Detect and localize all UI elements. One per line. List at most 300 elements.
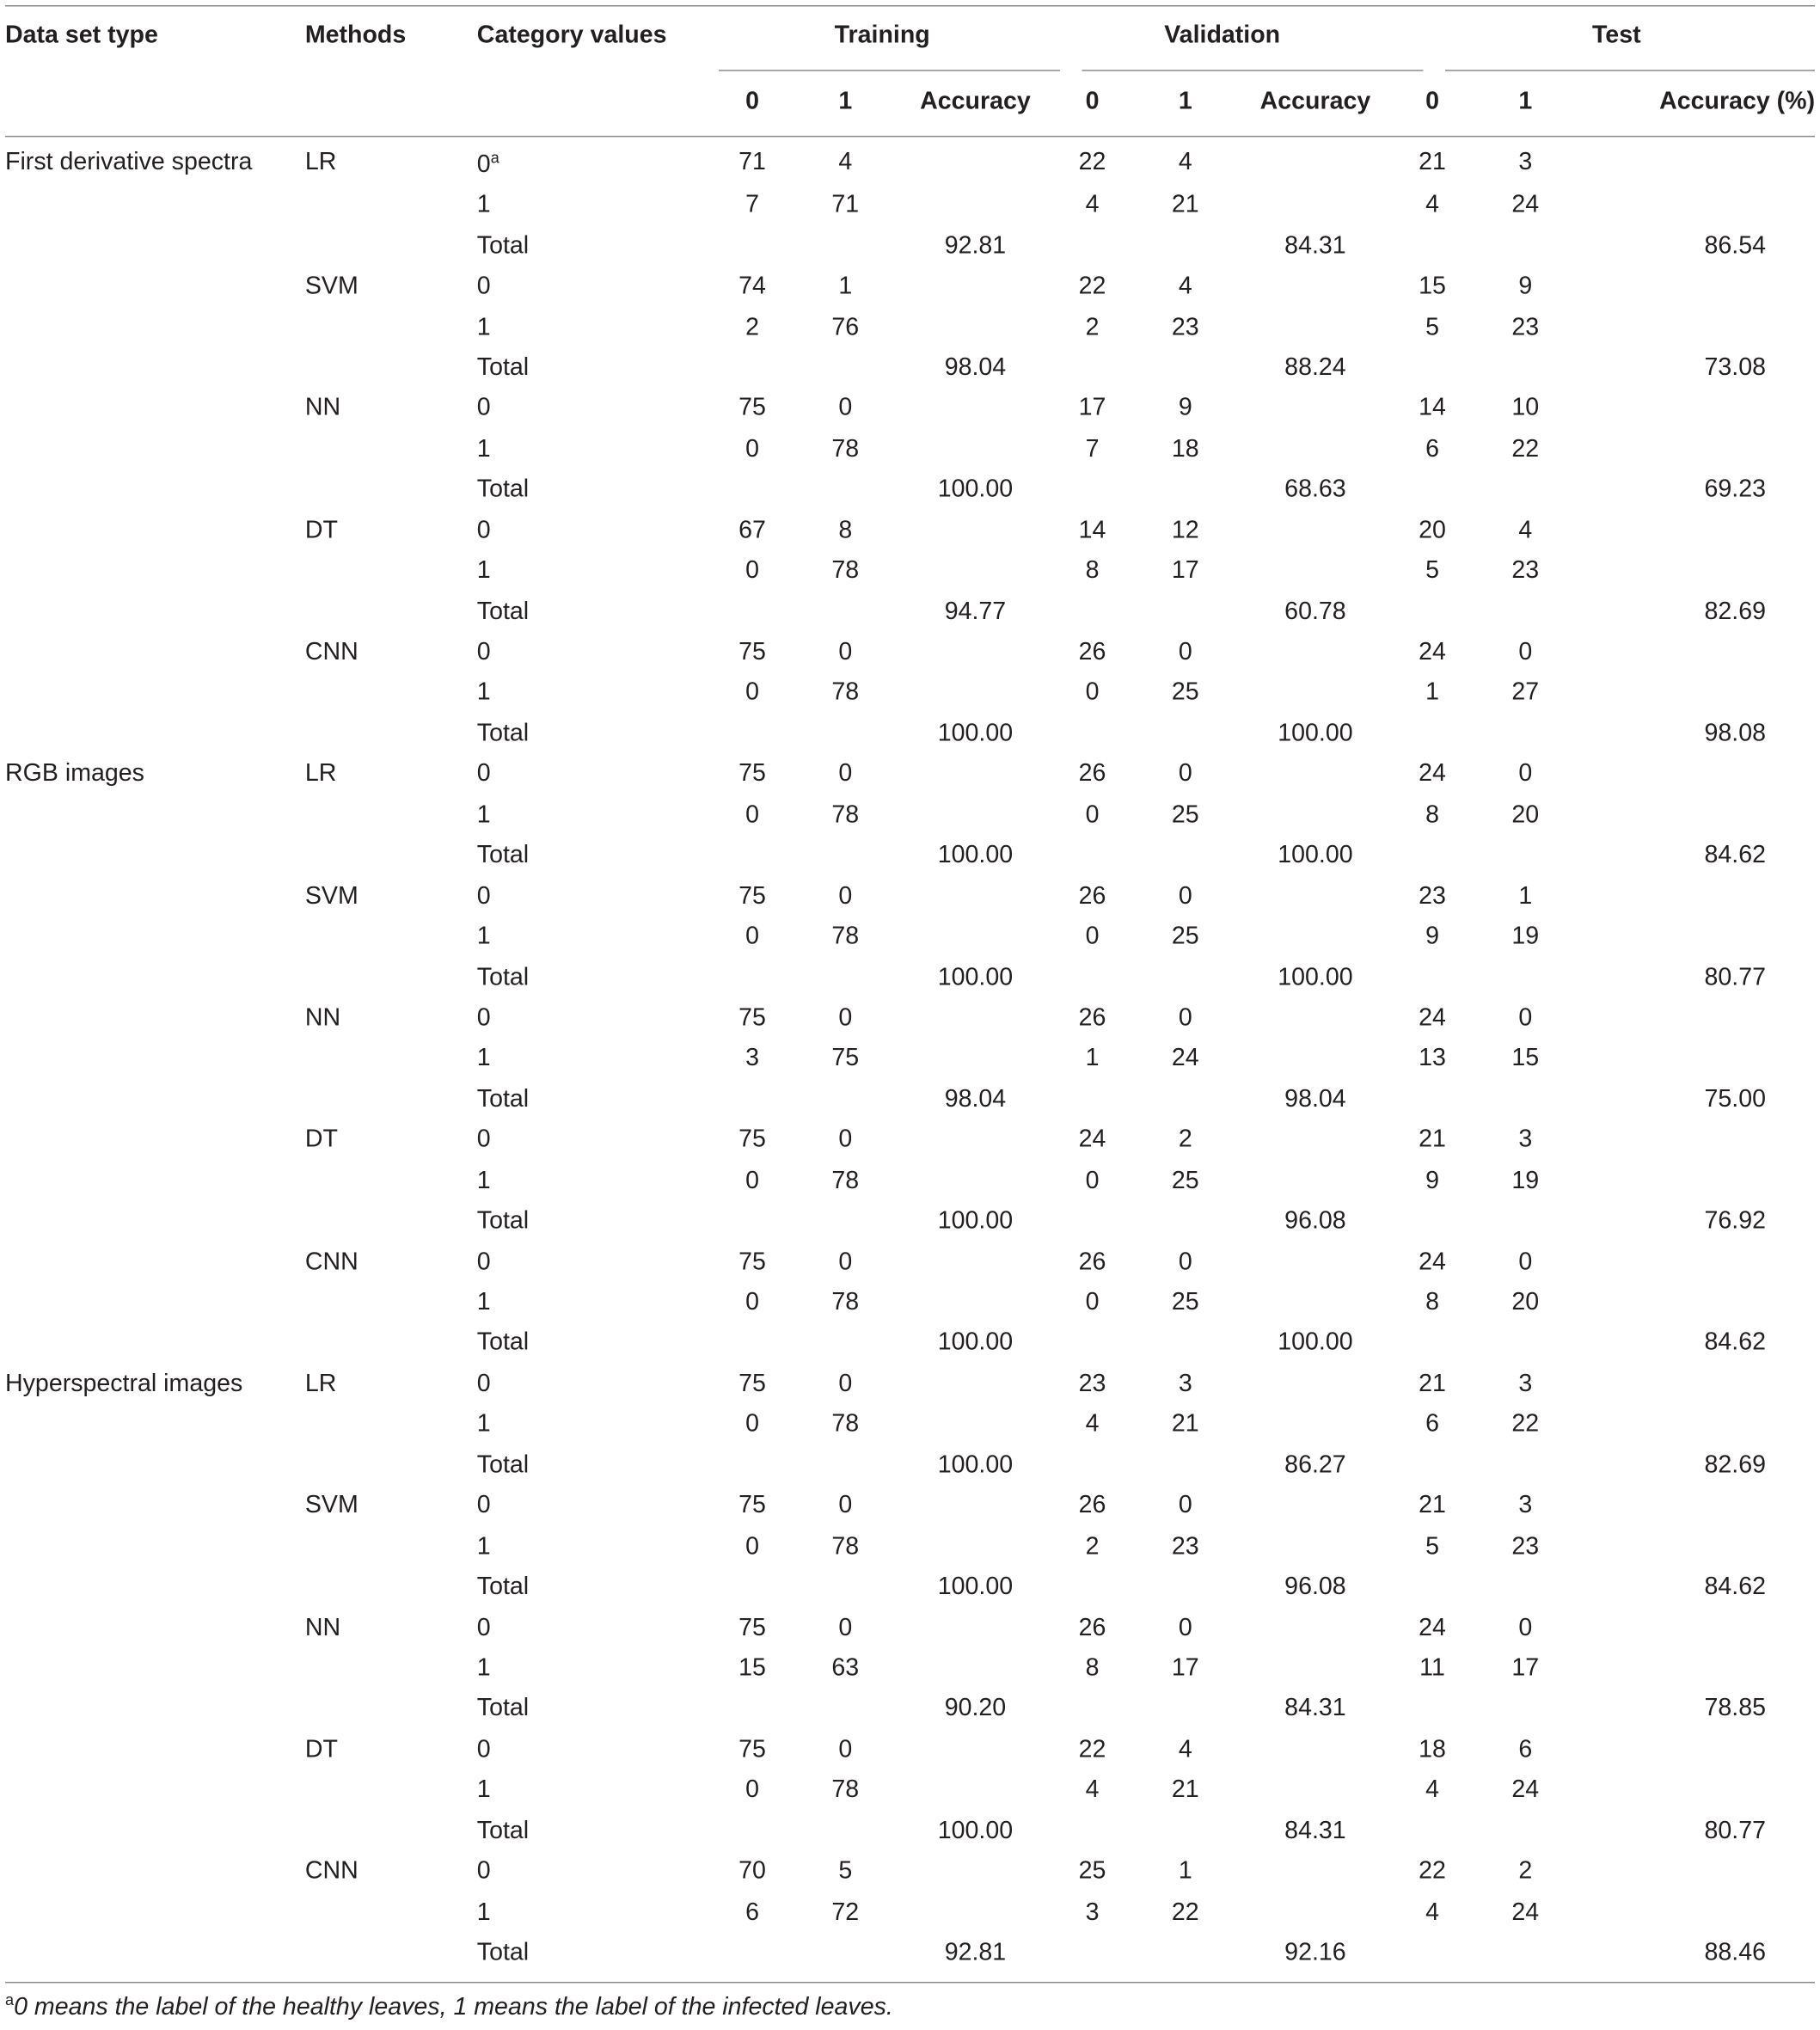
- table-row: [0, 592, 1815, 632]
- cell-training-accuracy: [898, 1160, 1052, 1200]
- cell-test-accuracy: 76.92: [1704, 1207, 1766, 1236]
- cell-test-accuracy: [1578, 1364, 1815, 1404]
- cell-category-value: 0: [476, 516, 491, 544]
- cell-method: CNN: [304, 1248, 358, 1276]
- table-row: [0, 1769, 1815, 1810]
- cell-category-value: 1: [476, 1776, 491, 1804]
- subheader-validation-1: 1: [1178, 88, 1192, 115]
- table-row: [0, 1201, 1815, 1242]
- cell-training-accuracy: [898, 794, 1052, 835]
- cell-test-1: 24: [1511, 1776, 1540, 1804]
- cell-training-1: 0: [838, 1492, 853, 1520]
- cell-validation-0: 1: [1085, 1045, 1100, 1073]
- cell-validation-1: 22: [1171, 1898, 1199, 1926]
- cell-test-1: 0: [1518, 638, 1533, 666]
- cell-data-set-type: [0, 1769, 305, 1810]
- cell-training-accuracy: 100.00: [937, 1817, 1014, 1845]
- cell-validation-0: 26: [1078, 1614, 1106, 1641]
- cell-training-accuracy: 100.00: [937, 1329, 1014, 1357]
- cell-validation-1: 0: [1178, 1492, 1192, 1520]
- cell-training-accuracy: 100.00: [937, 1573, 1014, 1601]
- cell-training-accuracy: [898, 1364, 1052, 1404]
- cell-test-0: 6: [1425, 1410, 1439, 1438]
- cell-test-accuracy: 75.00: [1704, 1085, 1766, 1113]
- cell-data-set-type: [0, 713, 305, 753]
- cell-validation-0: [1052, 835, 1132, 875]
- cell-validation-1: 21: [1171, 191, 1199, 219]
- cell-test-accuracy: 84.62: [1704, 1573, 1766, 1601]
- cell-test-accuracy: [1578, 632, 1815, 672]
- cell-test-1: [1473, 1079, 1578, 1119]
- cell-category-value: 1: [476, 923, 491, 951]
- subheader-training-1: 1: [838, 88, 853, 115]
- cell-method: [305, 469, 477, 510]
- cell-test-accuracy: [1578, 1769, 1815, 1810]
- cell-validation-0: [1052, 225, 1132, 266]
- cell-training-accuracy: [898, 632, 1052, 672]
- cell-validation-1: 0: [1178, 882, 1192, 910]
- cell-training-1: 0: [838, 1614, 853, 1641]
- cell-test-0: [1392, 1689, 1472, 1729]
- cell-training-accuracy: [898, 1607, 1052, 1647]
- cell-validation-accuracy: [1238, 267, 1392, 307]
- cell-test-1: 17: [1511, 1654, 1540, 1683]
- cell-test-accuracy: [1578, 307, 1815, 347]
- cell-test-0: [1392, 1444, 1472, 1485]
- cell-test-1: [1473, 713, 1578, 753]
- cell-validation-1: 0: [1178, 1248, 1192, 1276]
- cell-method: [305, 1404, 477, 1444]
- cell-data-set-type: [0, 1567, 305, 1607]
- cell-test-accuracy: 82.69: [1704, 598, 1766, 626]
- cell-test-0: [1392, 1201, 1472, 1242]
- cell-data-set-type: [0, 917, 305, 957]
- cell-data-set-type: [0, 997, 305, 1038]
- cell-training-0: 0: [745, 679, 760, 707]
- cell-category-value: 1: [476, 1045, 491, 1073]
- cell-training-accuracy: 92.81: [944, 232, 1007, 260]
- cell-training-0: [712, 225, 792, 266]
- cell-category-value: 1: [476, 800, 491, 829]
- cell-method: [305, 1567, 477, 1607]
- cell-validation-1: [1132, 592, 1238, 632]
- cell-data-set-type: First derivative spectra: [5, 148, 253, 175]
- cell-test-1: 10: [1511, 395, 1540, 422]
- cell-validation-0: 4: [1085, 1410, 1100, 1438]
- table-row: [0, 138, 1815, 185]
- cell-validation-accuracy: 92.16: [1284, 1939, 1346, 1966]
- cell-category-value: 1: [476, 1410, 491, 1438]
- cell-test-accuracy: [1578, 138, 1815, 185]
- cell-training-accuracy: [898, 672, 1052, 713]
- cell-method: [305, 1892, 477, 1932]
- cell-training-accuracy: 98.04: [944, 1085, 1007, 1113]
- subheader-test-0: 0: [1425, 88, 1439, 115]
- cell-test-0: [1392, 1811, 1472, 1851]
- cell-training-1: 78: [831, 435, 860, 463]
- cell-test-0: 8: [1425, 800, 1439, 829]
- cell-validation-0: 0: [1085, 800, 1100, 829]
- cell-training-accuracy: [898, 997, 1052, 1038]
- cell-validation-0: [1052, 713, 1132, 753]
- cell-training-0: [712, 713, 792, 753]
- cell-training-accuracy: [898, 1242, 1052, 1282]
- cell-training-0: [712, 469, 792, 510]
- cell-method: NN: [304, 395, 341, 422]
- cell-training-0: 75: [738, 1614, 766, 1641]
- cell-validation-1: 25: [1171, 1289, 1199, 1316]
- cell-validation-1: 3: [1178, 1370, 1192, 1398]
- cell-data-set-type: [0, 307, 305, 347]
- cell-validation-0: 24: [1078, 1126, 1106, 1154]
- cell-validation-accuracy: [1238, 1892, 1392, 1932]
- cell-category-value: 1: [476, 1898, 491, 1926]
- cell-data-set-type: [0, 185, 305, 225]
- cell-validation-1: 2: [1178, 1126, 1192, 1154]
- cell-validation-1: 0: [1178, 1004, 1192, 1032]
- cell-training-0: 6: [745, 1898, 760, 1926]
- cell-training-accuracy: 100.00: [937, 1207, 1014, 1236]
- cell-validation-1: [1132, 469, 1238, 510]
- cell-test-1: 23: [1511, 313, 1540, 341]
- cell-test-1: 27: [1511, 679, 1540, 707]
- cell-test-1: [1473, 592, 1578, 632]
- cell-training-0: [712, 1933, 792, 1973]
- cell-test-accuracy: [1578, 1729, 1815, 1769]
- cell-validation-1: [1132, 1567, 1238, 1607]
- cell-training-accuracy: [898, 917, 1052, 957]
- table-row: [0, 1689, 1815, 1729]
- cell-validation-0: 25: [1078, 1857, 1106, 1886]
- cell-test-1: 15: [1511, 1045, 1540, 1073]
- cell-validation-1: 9: [1178, 395, 1192, 422]
- table-row: [0, 1323, 1815, 1364]
- cell-test-accuracy: [1578, 997, 1815, 1038]
- cell-validation-0: 3: [1085, 1898, 1100, 1926]
- cell-validation-accuracy: [1238, 1851, 1392, 1892]
- cell-validation-0: [1052, 469, 1132, 510]
- cell-method: [305, 347, 477, 388]
- cell-test-0: 5: [1425, 1532, 1439, 1561]
- cell-data-set-type: [0, 876, 305, 917]
- cell-test-accuracy: [1578, 1607, 1815, 1647]
- header-test: Test: [1591, 21, 1641, 49]
- cell-training-1: 0: [838, 760, 853, 788]
- cell-validation-accuracy: 100.00: [1278, 963, 1353, 991]
- cell-method: NN: [304, 1614, 341, 1641]
- cell-test-0: [1392, 347, 1472, 388]
- cell-validation-accuracy: 84.31: [1284, 232, 1346, 260]
- cell-test-accuracy: 86.54: [1704, 232, 1766, 260]
- cell-test-accuracy: [1578, 794, 1815, 835]
- table-row: [0, 225, 1815, 266]
- cell-test-accuracy: [1578, 1282, 1815, 1322]
- header-data-set-type: Data set type: [5, 21, 158, 49]
- cell-training-0: [712, 1201, 792, 1242]
- cell-data-set-type: [0, 469, 305, 510]
- cell-category-value: Total: [476, 353, 530, 382]
- cell-test-1: [1473, 1933, 1578, 1973]
- cell-training-1: 78: [831, 1532, 860, 1561]
- cell-category-value: 1: [476, 313, 491, 341]
- cell-method: [305, 592, 477, 632]
- cell-validation-accuracy: 98.04: [1284, 1085, 1346, 1113]
- cell-validation-accuracy: [1238, 138, 1392, 185]
- table-row: [0, 1404, 1815, 1444]
- header-validation: Validation: [1164, 21, 1281, 49]
- cell-category-value: 1: [476, 1532, 491, 1561]
- cell-test-1: 0: [1518, 760, 1533, 788]
- cell-test-0: [1392, 713, 1472, 753]
- cell-test-accuracy: [1578, 388, 1815, 428]
- cell-data-set-type: [0, 347, 305, 388]
- cell-training-1: 78: [831, 923, 860, 951]
- cell-validation-accuracy: [1238, 754, 1392, 794]
- cell-method: [305, 1811, 477, 1851]
- cell-test-0: 22: [1419, 1857, 1446, 1886]
- cell-validation-1: 17: [1171, 1654, 1199, 1683]
- cell-category-value: Total: [476, 1207, 530, 1236]
- cell-test-0: 24: [1419, 760, 1446, 788]
- cell-validation-0: 17: [1078, 395, 1106, 422]
- cell-test-0: [1392, 1323, 1472, 1364]
- cell-test-0: 21: [1419, 1492, 1446, 1520]
- cell-training-accuracy: [898, 1892, 1052, 1932]
- table-row: [0, 347, 1815, 388]
- cell-data-set-type: [0, 592, 305, 632]
- cell-training-1: [793, 713, 898, 753]
- cell-training-accuracy: [898, 1769, 1052, 1810]
- cell-training-1: 0: [838, 1126, 853, 1154]
- cell-validation-0: [1052, 957, 1132, 997]
- cell-test-accuracy: 84.62: [1704, 1329, 1766, 1357]
- cell-validation-0: [1052, 1201, 1132, 1242]
- cell-data-set-type: [0, 1486, 305, 1526]
- cell-method: [305, 185, 477, 225]
- cell-data-set-type: [0, 1729, 305, 1769]
- cell-test-accuracy: [1578, 510, 1815, 550]
- cell-test-0: 20: [1419, 516, 1446, 544]
- cell-test-0: 14: [1419, 395, 1446, 422]
- cell-validation-1: [1132, 347, 1238, 388]
- cell-training-1: [793, 1201, 898, 1242]
- cell-training-1: 0: [838, 1736, 853, 1763]
- cell-training-accuracy: [898, 267, 1052, 307]
- cell-category-value: Total: [476, 1329, 530, 1357]
- table-row: [0, 835, 1815, 875]
- cell-method: [305, 1689, 477, 1729]
- cell-training-1: [793, 347, 898, 388]
- cell-training-accuracy: [898, 1526, 1052, 1567]
- cell-test-1: [1473, 835, 1578, 875]
- cell-training-0: 75: [738, 760, 766, 788]
- cell-category-value: 0: [476, 1126, 491, 1154]
- cell-validation-0: 2: [1085, 1532, 1100, 1561]
- cell-method: [305, 225, 477, 266]
- cell-validation-1: [1132, 713, 1238, 753]
- cell-validation-accuracy: 60.78: [1284, 598, 1346, 626]
- cell-test-1: 9: [1518, 273, 1533, 300]
- cell-data-set-type: [0, 429, 305, 469]
- cell-training-accuracy: 100.00: [937, 842, 1014, 869]
- cell-category-value: 1: [476, 1167, 491, 1194]
- table-row: [0, 672, 1815, 713]
- cell-validation-accuracy: 68.63: [1284, 475, 1346, 504]
- cell-training-0: 75: [738, 882, 766, 910]
- cell-method: SVM: [304, 1492, 358, 1520]
- cell-training-1: 78: [831, 1410, 860, 1438]
- cell-test-1: [1473, 1444, 1578, 1485]
- cell-validation-1: 25: [1171, 923, 1199, 951]
- cell-category-value: 1: [476, 1654, 491, 1683]
- cell-test-1: 3: [1518, 1126, 1533, 1154]
- cell-training-0: 7: [745, 191, 760, 219]
- cell-test-0: [1392, 1079, 1472, 1119]
- cell-training-accuracy: [898, 1729, 1052, 1769]
- cell-training-accuracy: 92.81: [944, 1939, 1007, 1966]
- header-category-values: Category values: [476, 21, 667, 49]
- cell-category-value: Total: [476, 1451, 530, 1479]
- cell-category-value: 0: [476, 1492, 491, 1520]
- cell-training-accuracy: [898, 388, 1052, 428]
- cell-training-0: 75: [738, 1492, 766, 1520]
- cell-validation-1: [1132, 1323, 1238, 1364]
- cell-data-set-type: [0, 1079, 305, 1119]
- cell-test-0: 8: [1425, 1289, 1439, 1316]
- cell-validation-0: [1052, 1323, 1132, 1364]
- cell-data-set-type: [0, 1323, 305, 1364]
- cell-training-accuracy: [898, 1486, 1052, 1526]
- cell-data-set-type: [0, 794, 305, 835]
- cell-validation-accuracy: [1238, 1729, 1392, 1769]
- cell-test-0: 6: [1425, 435, 1439, 463]
- cell-test-0: 18: [1419, 1736, 1446, 1763]
- cell-training-0: 0: [745, 1776, 760, 1804]
- cell-data-set-type: [0, 632, 305, 672]
- cell-test-accuracy: [1578, 185, 1815, 225]
- cell-training-1: 0: [838, 1248, 853, 1276]
- cell-method: [305, 1933, 477, 1973]
- cell-data-set-type: [0, 1811, 305, 1851]
- cell-training-0: 75: [738, 1736, 766, 1763]
- cell-test-1: 1: [1518, 882, 1533, 910]
- cell-training-1: [793, 1323, 898, 1364]
- cell-training-0: [712, 1079, 792, 1119]
- cell-test-1: 0: [1518, 1248, 1533, 1276]
- cell-training-0: 3: [745, 1045, 760, 1073]
- cell-data-set-type: [0, 1282, 305, 1322]
- cell-validation-0: 26: [1078, 1492, 1106, 1520]
- cell-training-1: [793, 1567, 898, 1607]
- footnote: [5, 1990, 893, 2022]
- table-row: [0, 1567, 1815, 1607]
- cell-method: [305, 307, 477, 347]
- cell-test-accuracy: [1578, 1892, 1815, 1932]
- cell-validation-1: 0: [1178, 638, 1192, 666]
- cell-validation-1: 4: [1178, 1736, 1192, 1763]
- cell-test-accuracy: 80.77: [1704, 963, 1766, 991]
- cell-training-1: [793, 1444, 898, 1485]
- cell-training-0: 74: [738, 273, 766, 300]
- cell-validation-accuracy: 100.00: [1278, 1329, 1353, 1357]
- cell-validation-1: 0: [1178, 760, 1192, 788]
- cell-test-0: 23: [1419, 882, 1446, 910]
- cell-test-accuracy: [1578, 1404, 1815, 1444]
- cell-method: [305, 550, 477, 591]
- results-table: [0, 5, 1815, 1973]
- cell-category-value: Total: [476, 1085, 530, 1113]
- cell-training-1: 78: [831, 1776, 860, 1804]
- cell-validation-0: 22: [1078, 1736, 1106, 1763]
- cell-test-1: 19: [1511, 923, 1540, 951]
- table-row: [0, 632, 1815, 672]
- cell-test-1: 19: [1511, 1167, 1540, 1194]
- table-row: [0, 1526, 1815, 1567]
- cell-test-1: 0: [1518, 1614, 1533, 1641]
- cell-validation-1: 1: [1178, 1857, 1192, 1886]
- cell-data-set-type: RGB images: [5, 760, 144, 788]
- cell-test-0: 15: [1419, 273, 1446, 300]
- cell-method: [305, 1039, 477, 1079]
- cell-test-accuracy: 80.77: [1704, 1817, 1766, 1845]
- cell-validation-1: 24: [1171, 1045, 1199, 1073]
- cell-training-0: [712, 1567, 792, 1607]
- cell-test-accuracy: [1578, 429, 1815, 469]
- cell-method: [305, 1201, 477, 1242]
- cell-test-accuracy: [1578, 672, 1815, 713]
- cell-validation-0: 0: [1085, 1289, 1100, 1316]
- cell-validation-accuracy: [1238, 388, 1392, 428]
- cell-test-1: [1473, 1201, 1578, 1242]
- cell-test-1: [1473, 957, 1578, 997]
- cell-test-accuracy: 88.46: [1704, 1939, 1766, 1966]
- cell-method: [305, 1769, 477, 1810]
- cell-data-set-type: [0, 550, 305, 591]
- cell-data-set-type: [0, 1689, 305, 1729]
- cell-training-1: 0: [838, 1004, 853, 1032]
- cell-category-value: 0: [476, 1248, 491, 1276]
- cell-data-set-type: [0, 672, 305, 713]
- cell-test-accuracy: 82.69: [1704, 1451, 1766, 1479]
- cell-validation-0: 26: [1078, 1248, 1106, 1276]
- subheader-validation-accuracy: Accuracy: [1259, 88, 1371, 115]
- cell-validation-accuracy: [1238, 997, 1392, 1038]
- cell-category-value: Total: [476, 1817, 530, 1845]
- cell-method: DT: [304, 1126, 338, 1154]
- cell-training-0: 2: [745, 313, 760, 341]
- cell-training-accuracy: [898, 1404, 1052, 1444]
- cell-validation-1: 0: [1178, 1614, 1192, 1641]
- cell-category-value: Total: [476, 963, 530, 991]
- cell-test-0: 24: [1419, 1004, 1446, 1032]
- cell-training-1: 8: [838, 516, 853, 544]
- cell-training-0: 75: [738, 395, 766, 422]
- cell-validation-accuracy: [1238, 876, 1392, 917]
- cell-test-accuracy: 78.85: [1704, 1695, 1766, 1723]
- cell-training-accuracy: 100.00: [937, 475, 1014, 504]
- cell-validation-accuracy: [1238, 794, 1392, 835]
- cell-validation-1: 4: [1178, 273, 1192, 300]
- cell-validation-accuracy: 88.24: [1284, 353, 1346, 382]
- cell-method: [305, 713, 477, 753]
- cell-training-accuracy: 94.77: [944, 598, 1007, 626]
- cell-validation-0: 7: [1085, 435, 1100, 463]
- cell-data-set-type: [0, 1242, 305, 1282]
- cell-training-1: 78: [831, 800, 860, 829]
- cell-category-value: Total: [476, 475, 530, 504]
- cell-method: CNN: [304, 638, 358, 666]
- cell-method: [305, 1526, 477, 1567]
